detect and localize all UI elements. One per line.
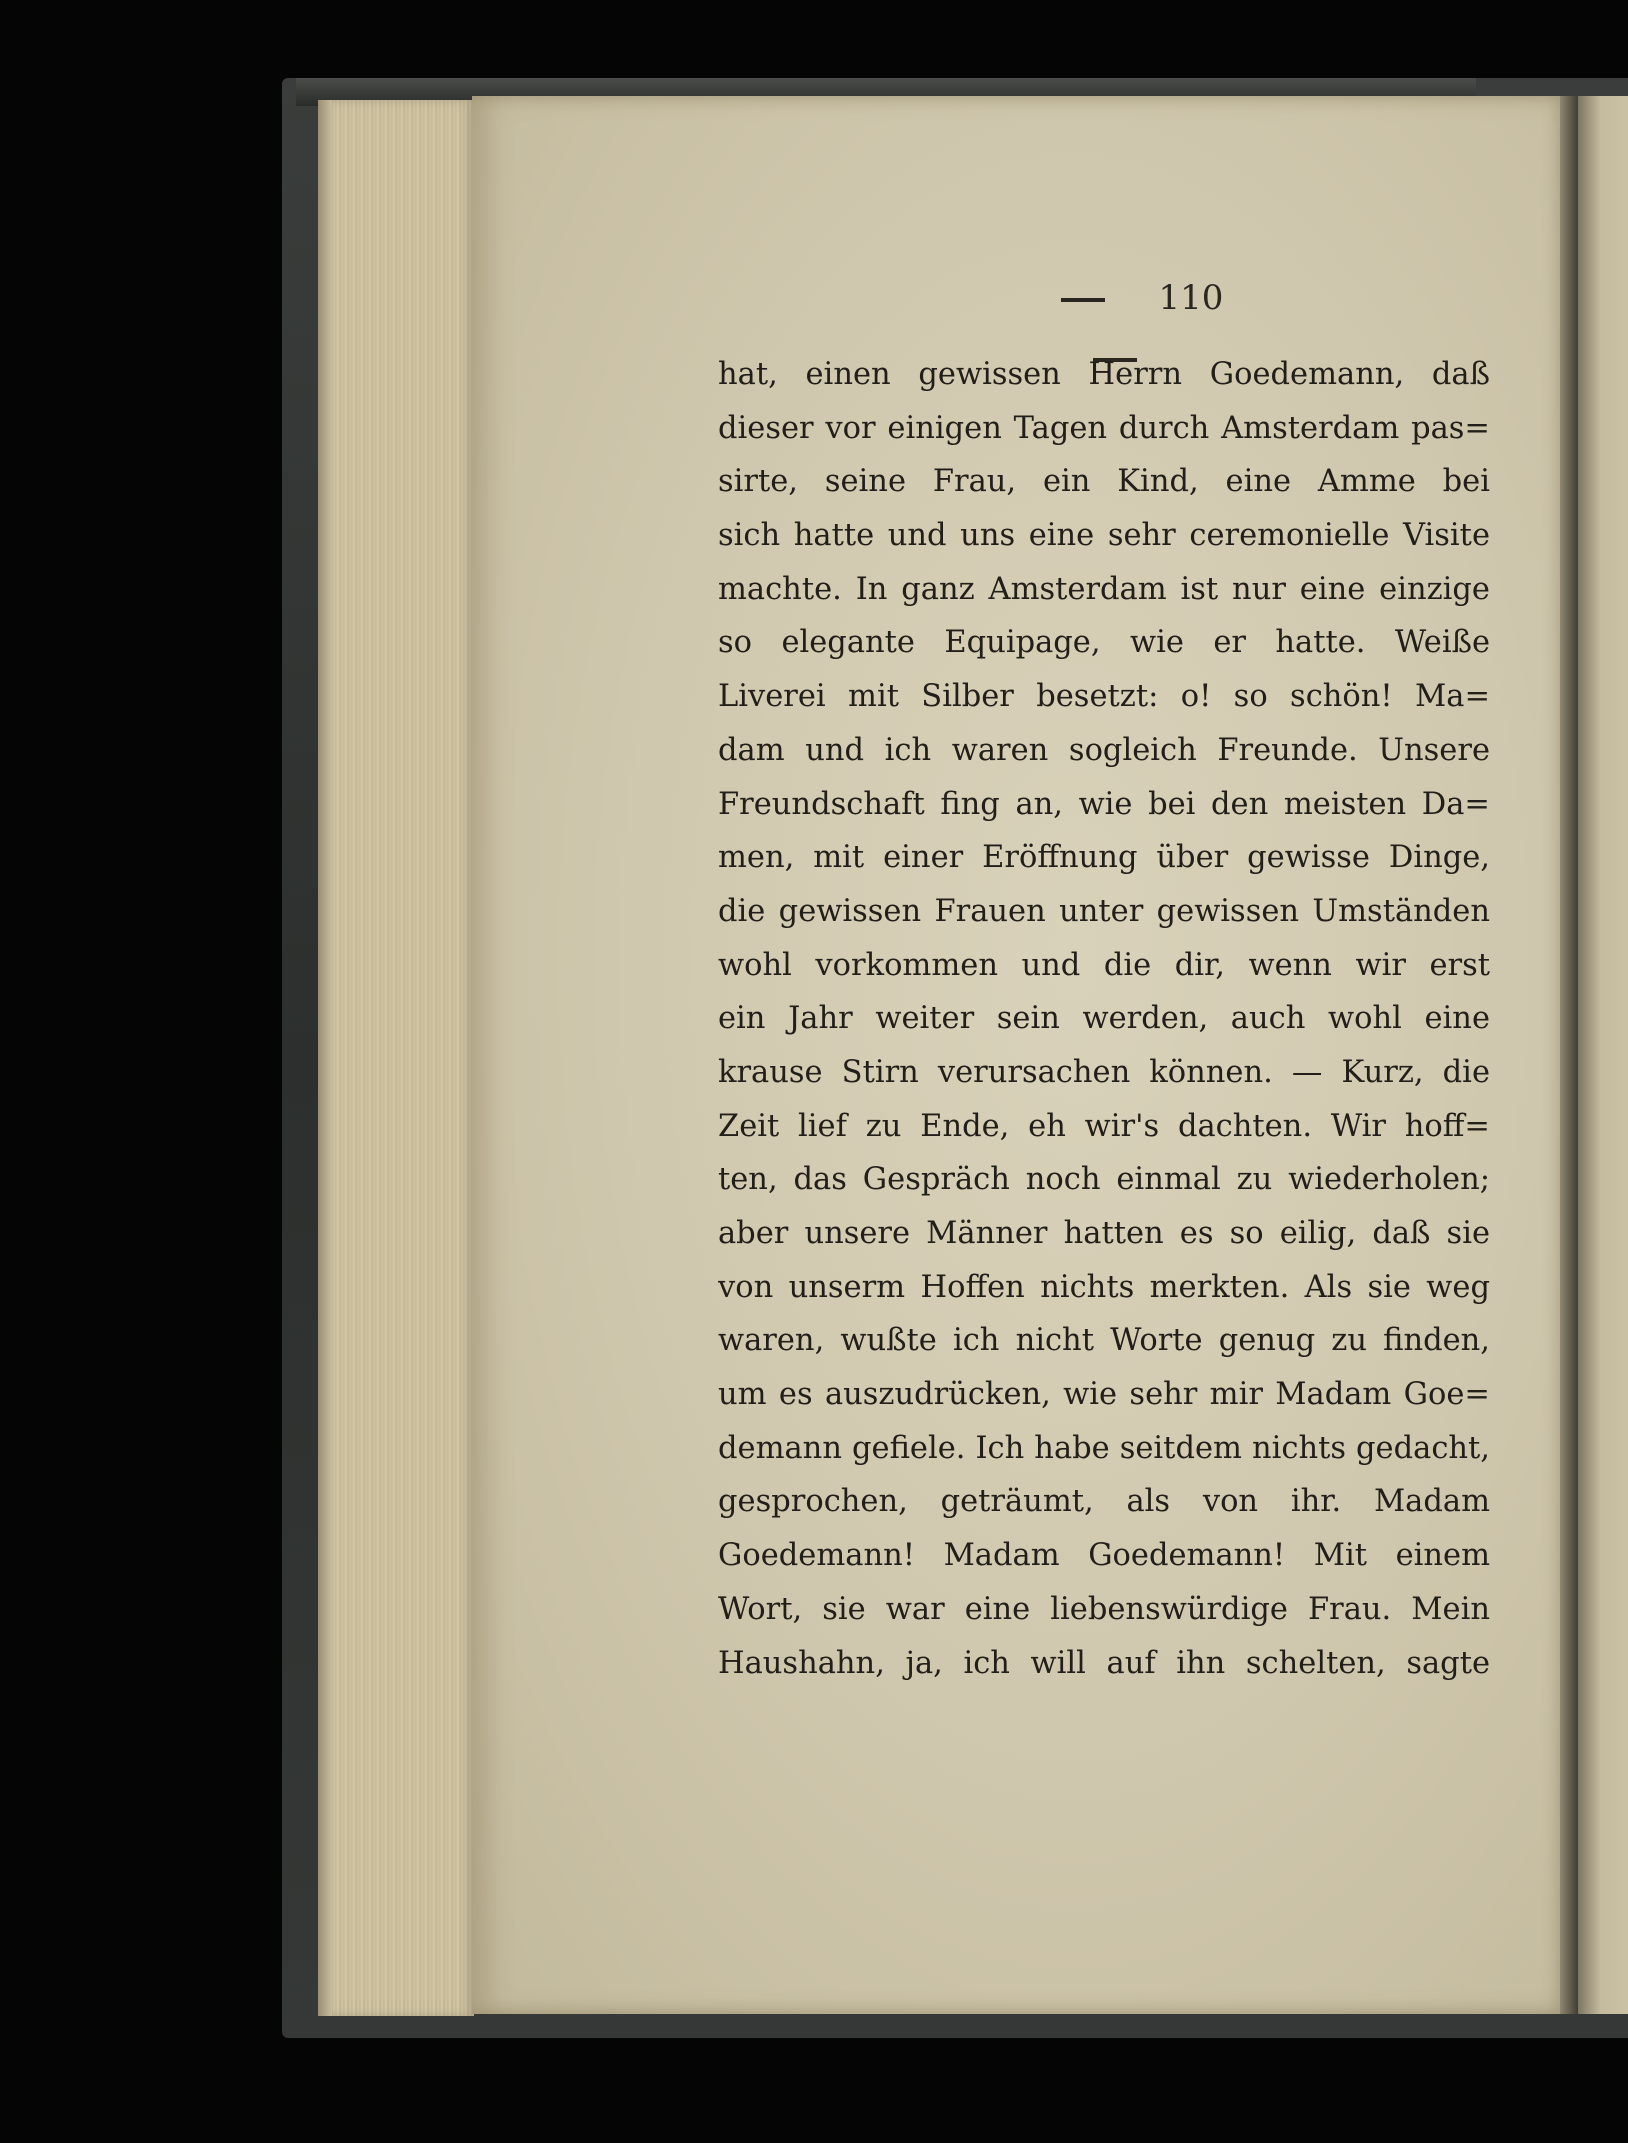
text-line: dieser vor einigen Tagen durch Amsterdam pas= (718, 410, 1490, 446)
text-line: Freundschaft fing an, wie bei den meisten Da= (718, 786, 1490, 822)
text-line: krause Stirn verursachen können. — Kurz, die (718, 1054, 1490, 1090)
text-line: Haushahn, ja, ich will auf ihn schelten, sagte (718, 1645, 1490, 1681)
text-line: Zeit lief zu Ende, eh wir's dachten. Wir hoff= (718, 1108, 1490, 1144)
text-line: Goedemann! Madam Goedemann! Mit einem (718, 1538, 1490, 1574)
text-line: Wort, sie war eine liebenswürdige Frau. Mein (718, 1591, 1490, 1627)
text-line: gesprochen, geträumt, als von ihr. Madam (718, 1484, 1490, 1520)
page-stack-edges (318, 100, 474, 2016)
text-line: um es auszudrücken, wie sehr mir Madam Goe= (718, 1377, 1490, 1413)
text-line: dam und ich waren sogleich Freunde. Unsere (718, 732, 1490, 768)
body-text (718, 348, 1490, 1690)
text-line: sich hatte und uns eine sehr ceremonielle Visite (718, 518, 1490, 554)
text-line: machte. In ganz Amsterdam ist nur eine einzige (718, 571, 1490, 607)
text-line: die gewissen Frauen unter gewissen Umständen (718, 893, 1490, 929)
page-header (935, 268, 1295, 328)
text-line: ten, das Gespräch noch einmal zu wiederholen; (718, 1162, 1490, 1198)
text-line: hat, einen gewissen Herrn Goedemann, daß (718, 357, 1490, 392)
text-line: waren, wußte ich nicht Worte genug zu finden, (718, 1323, 1490, 1359)
text-line: Liverei mit Silber besetzt: o! so schön! Ma= (718, 679, 1490, 715)
text-line: ein Jahr weiter sein werden, auch wohl eine (718, 1001, 1490, 1037)
text-line: demann gefiele. Ich habe seitdem nichts gedacht, (718, 1430, 1490, 1466)
header-dash-left (1061, 298, 1105, 302)
text-line: so elegante Equipage, wie er hatte. Weiße (718, 625, 1490, 661)
facing-page-edge (1578, 96, 1628, 2014)
book-gutter (1560, 96, 1578, 2014)
page-stack-outer-edge (318, 100, 332, 2016)
text-line: aber unsere Männer hatten es so eilig, daß sie (718, 1216, 1490, 1251)
text-line: men, mit einer Eröffnung über gewisse Dinge, (718, 840, 1490, 876)
text-line: von unserm Hoffen nichts merkten. Als sie weg (718, 1269, 1490, 1305)
page-number: 110 (1158, 278, 1224, 318)
text-line: sirte, seine Frau, ein Kind, eine Amme bei (718, 464, 1490, 500)
text-line: wohl vorkommen und die dir, wenn wir erst (718, 947, 1490, 983)
